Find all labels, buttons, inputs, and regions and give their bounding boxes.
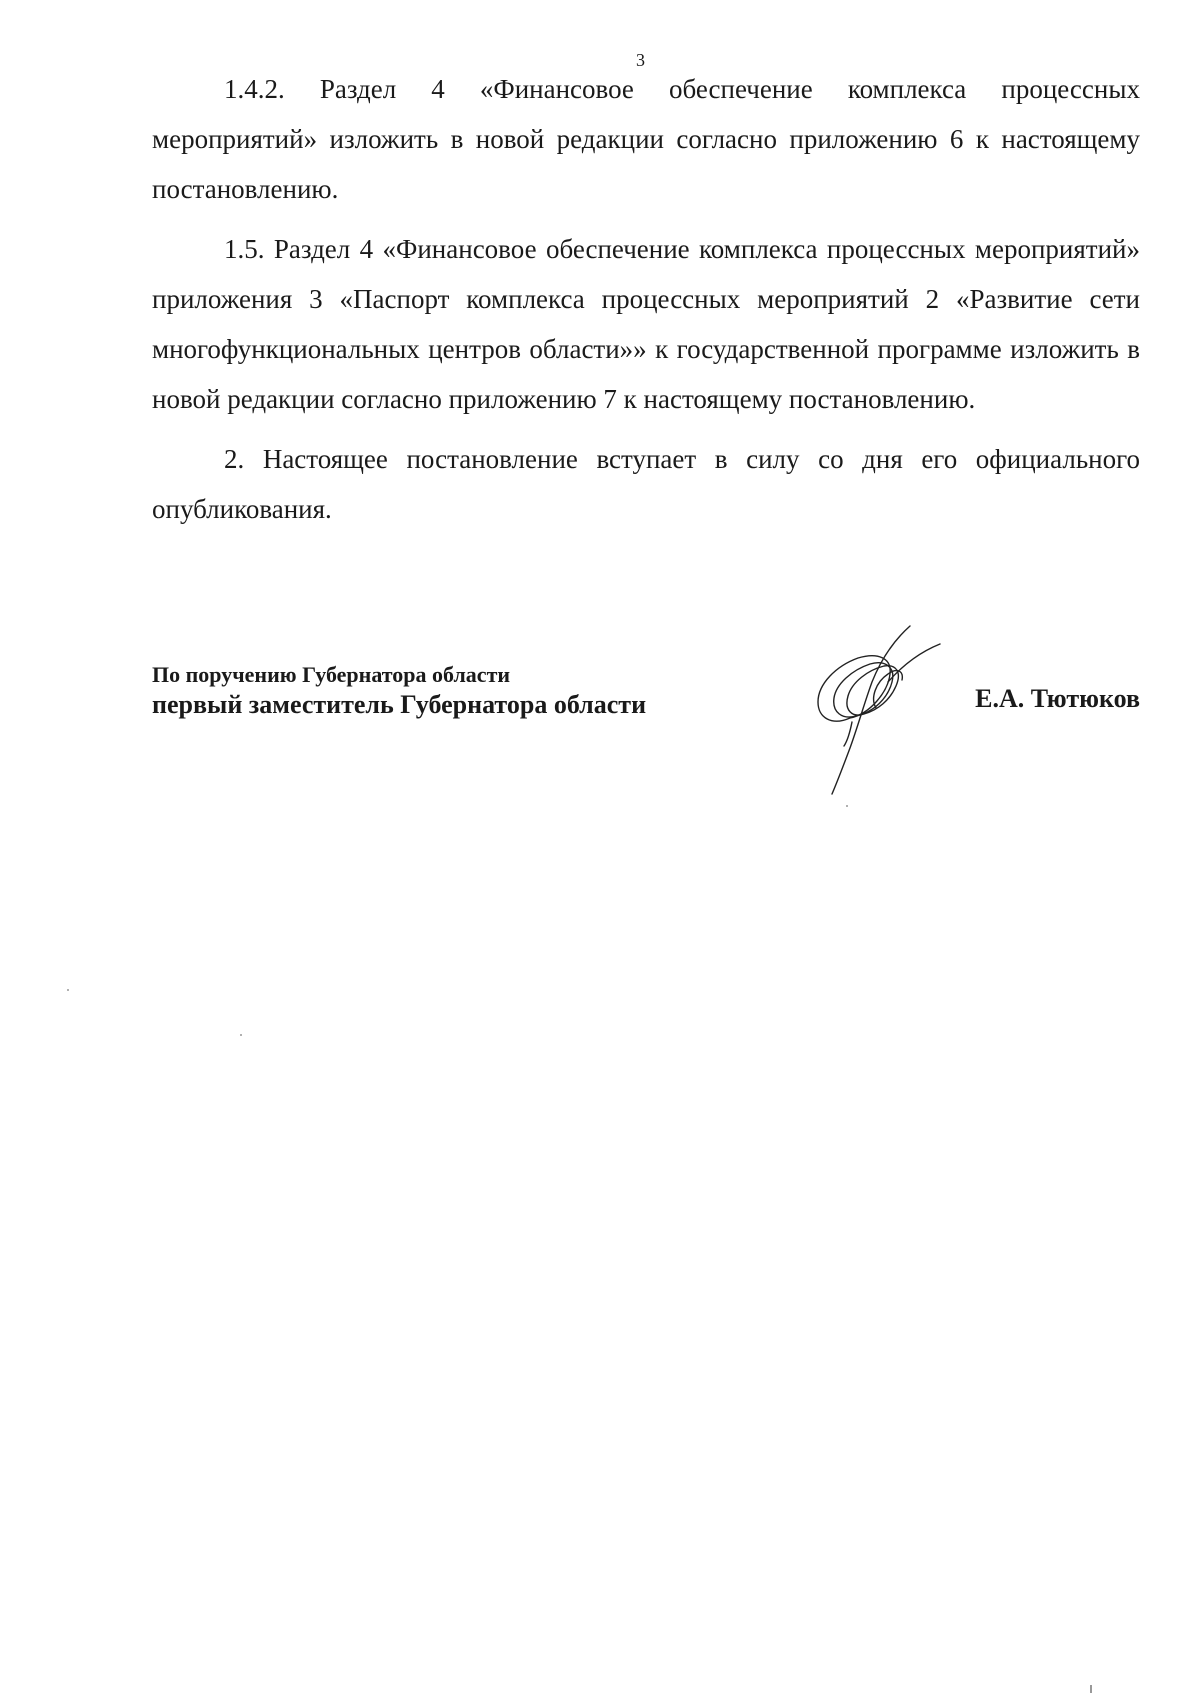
handwritten-signature-icon: [792, 622, 942, 802]
paragraph-1-4-2: 1.4.2. Раздел 4 «Финансовое обеспечение комплекса процессных мероприятий» изложить в новой редакции согласно приложению 6 к настоящему постановлению.: [152, 74, 1140, 204]
signatory-name: Е.А. Тютюков: [975, 684, 1140, 713]
scan-speck: [67, 989, 69, 991]
scan-speck: [240, 1034, 242, 1036]
paragraph-1-5: 1.5. Раздел 4 «Финансовое обеспечение комплекса процессных мероприятий» приложения 3 «Паспорт комплекса процессных мероприятий 2 «Развитие сети многофункциональных центров области»» к государственной программе изложить в новой редакции согласно приложению 7 к настоящему постановлению.: [152, 234, 1140, 414]
signature-block: [152, 656, 1140, 796]
scan-speck: [1090, 1685, 1092, 1693]
signature-authority-line: По поручению Губернатора области: [152, 662, 511, 687]
scan-speck: [846, 805, 848, 807]
page-number: 3: [636, 50, 645, 70]
signatory-position: первый заместитель Губернатора области: [152, 690, 647, 719]
document-body: [152, 64, 1140, 544]
paragraph-2: 2. Настоящее постановление вступает в силу со дня его официального опубликования.: [152, 444, 1140, 524]
